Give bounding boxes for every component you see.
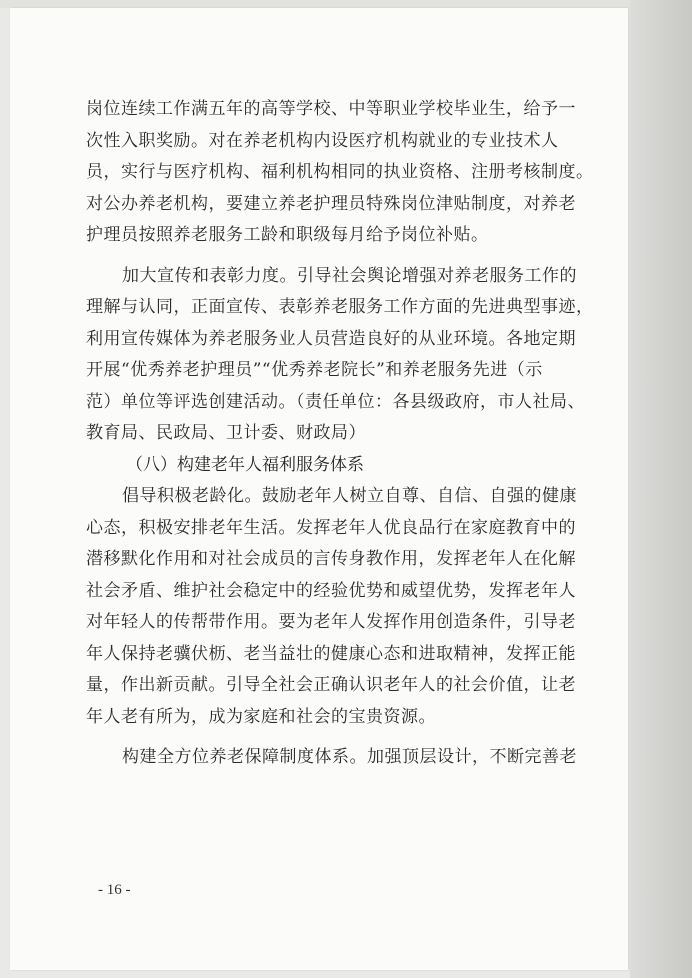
text-line: 教育局、民政局、卫计委、财政局） [86,423,366,443]
paragraph [86,292,606,450]
paragraph [86,742,606,774]
text-line: 倡导积极老龄化。鼓励老年人树立自尊、自信、自强的健康 [122,486,577,506]
text-line: 心态，积极安排老年生活。发挥老年人优良品行在家庭教育中的 [86,517,576,538]
paragraph-gap [86,733,606,742]
text-line: 潜移默化作用和对社会成员的言传身教作用，发挥老年人在化解 [86,549,576,569]
text-line: 对年轻人的传帮带作用。要为老年人发挥作用创造条件，引导老 [86,612,576,632]
text-line: 利用宣传媒体为养老服务业人员营造良好的从业环境。各地定期 [86,328,576,349]
text-line: 社会矛盾、维护社会稳定中的经验优势和威望优势，发挥老年人 [86,580,576,601]
text-line: 年人老有所为，成为家庭和社会的宝贵资源。 [86,706,436,727]
text-line: 范）单位等评选创建活动。（责任单位：各县级政府，市人社局、 [86,391,585,412]
scan-top-edge [0,0,692,8]
document-body [86,94,606,774]
paragraph [86,94,606,252]
text-line: 对公办养老机构，要建立养老护理员特殊岗位津贴制度，对养老 [86,193,576,214]
text-line: 岗位连续工作满五年的高等学校、中等职业学校毕业生，给予一 [86,99,576,119]
paragraph [86,481,606,513]
document-page [10,8,628,970]
text-line: 开展“优秀养老护理员”“优秀养老院长”和养老服务先进（示 [86,360,543,380]
paragraph [86,261,606,293]
paragraph-gap [86,252,606,261]
page-number: - 16 - [98,882,131,898]
text-line: 理解与认同，正面宣传、表彰养老服务工作方面的先进典型事迹， [86,297,594,317]
text-line: 加大宣传和表彰力度。引导社会舆论增强对养老服务工作的 [122,265,577,286]
text-line: 构建全方位养老保障制度体系。加强顶层设计，不断完善老 [122,747,577,767]
text-line: 护理员按照养老服务工龄和职级每月给予岗位补贴。 [86,225,489,245]
text-line: 员，实行与医疗机构、福利机构相同的执业资格、注册考核制度。 [86,162,594,182]
text-line: 量，作出新贡献。引导全社会正确认识老年人的社会价值，让老 [86,675,576,695]
text-line: 次性入职奖励。对在养老机构内设医疗机构就业的专业技术人 [86,130,559,151]
section-heading: （八）构建老年人福利服务体系 [126,454,364,475]
text-line: 年人保持老骥伏枥、老当益壮的健康心态和进取精神，发挥正能 [86,643,576,664]
paragraph [86,513,606,734]
scan-right-edge [630,0,692,978]
